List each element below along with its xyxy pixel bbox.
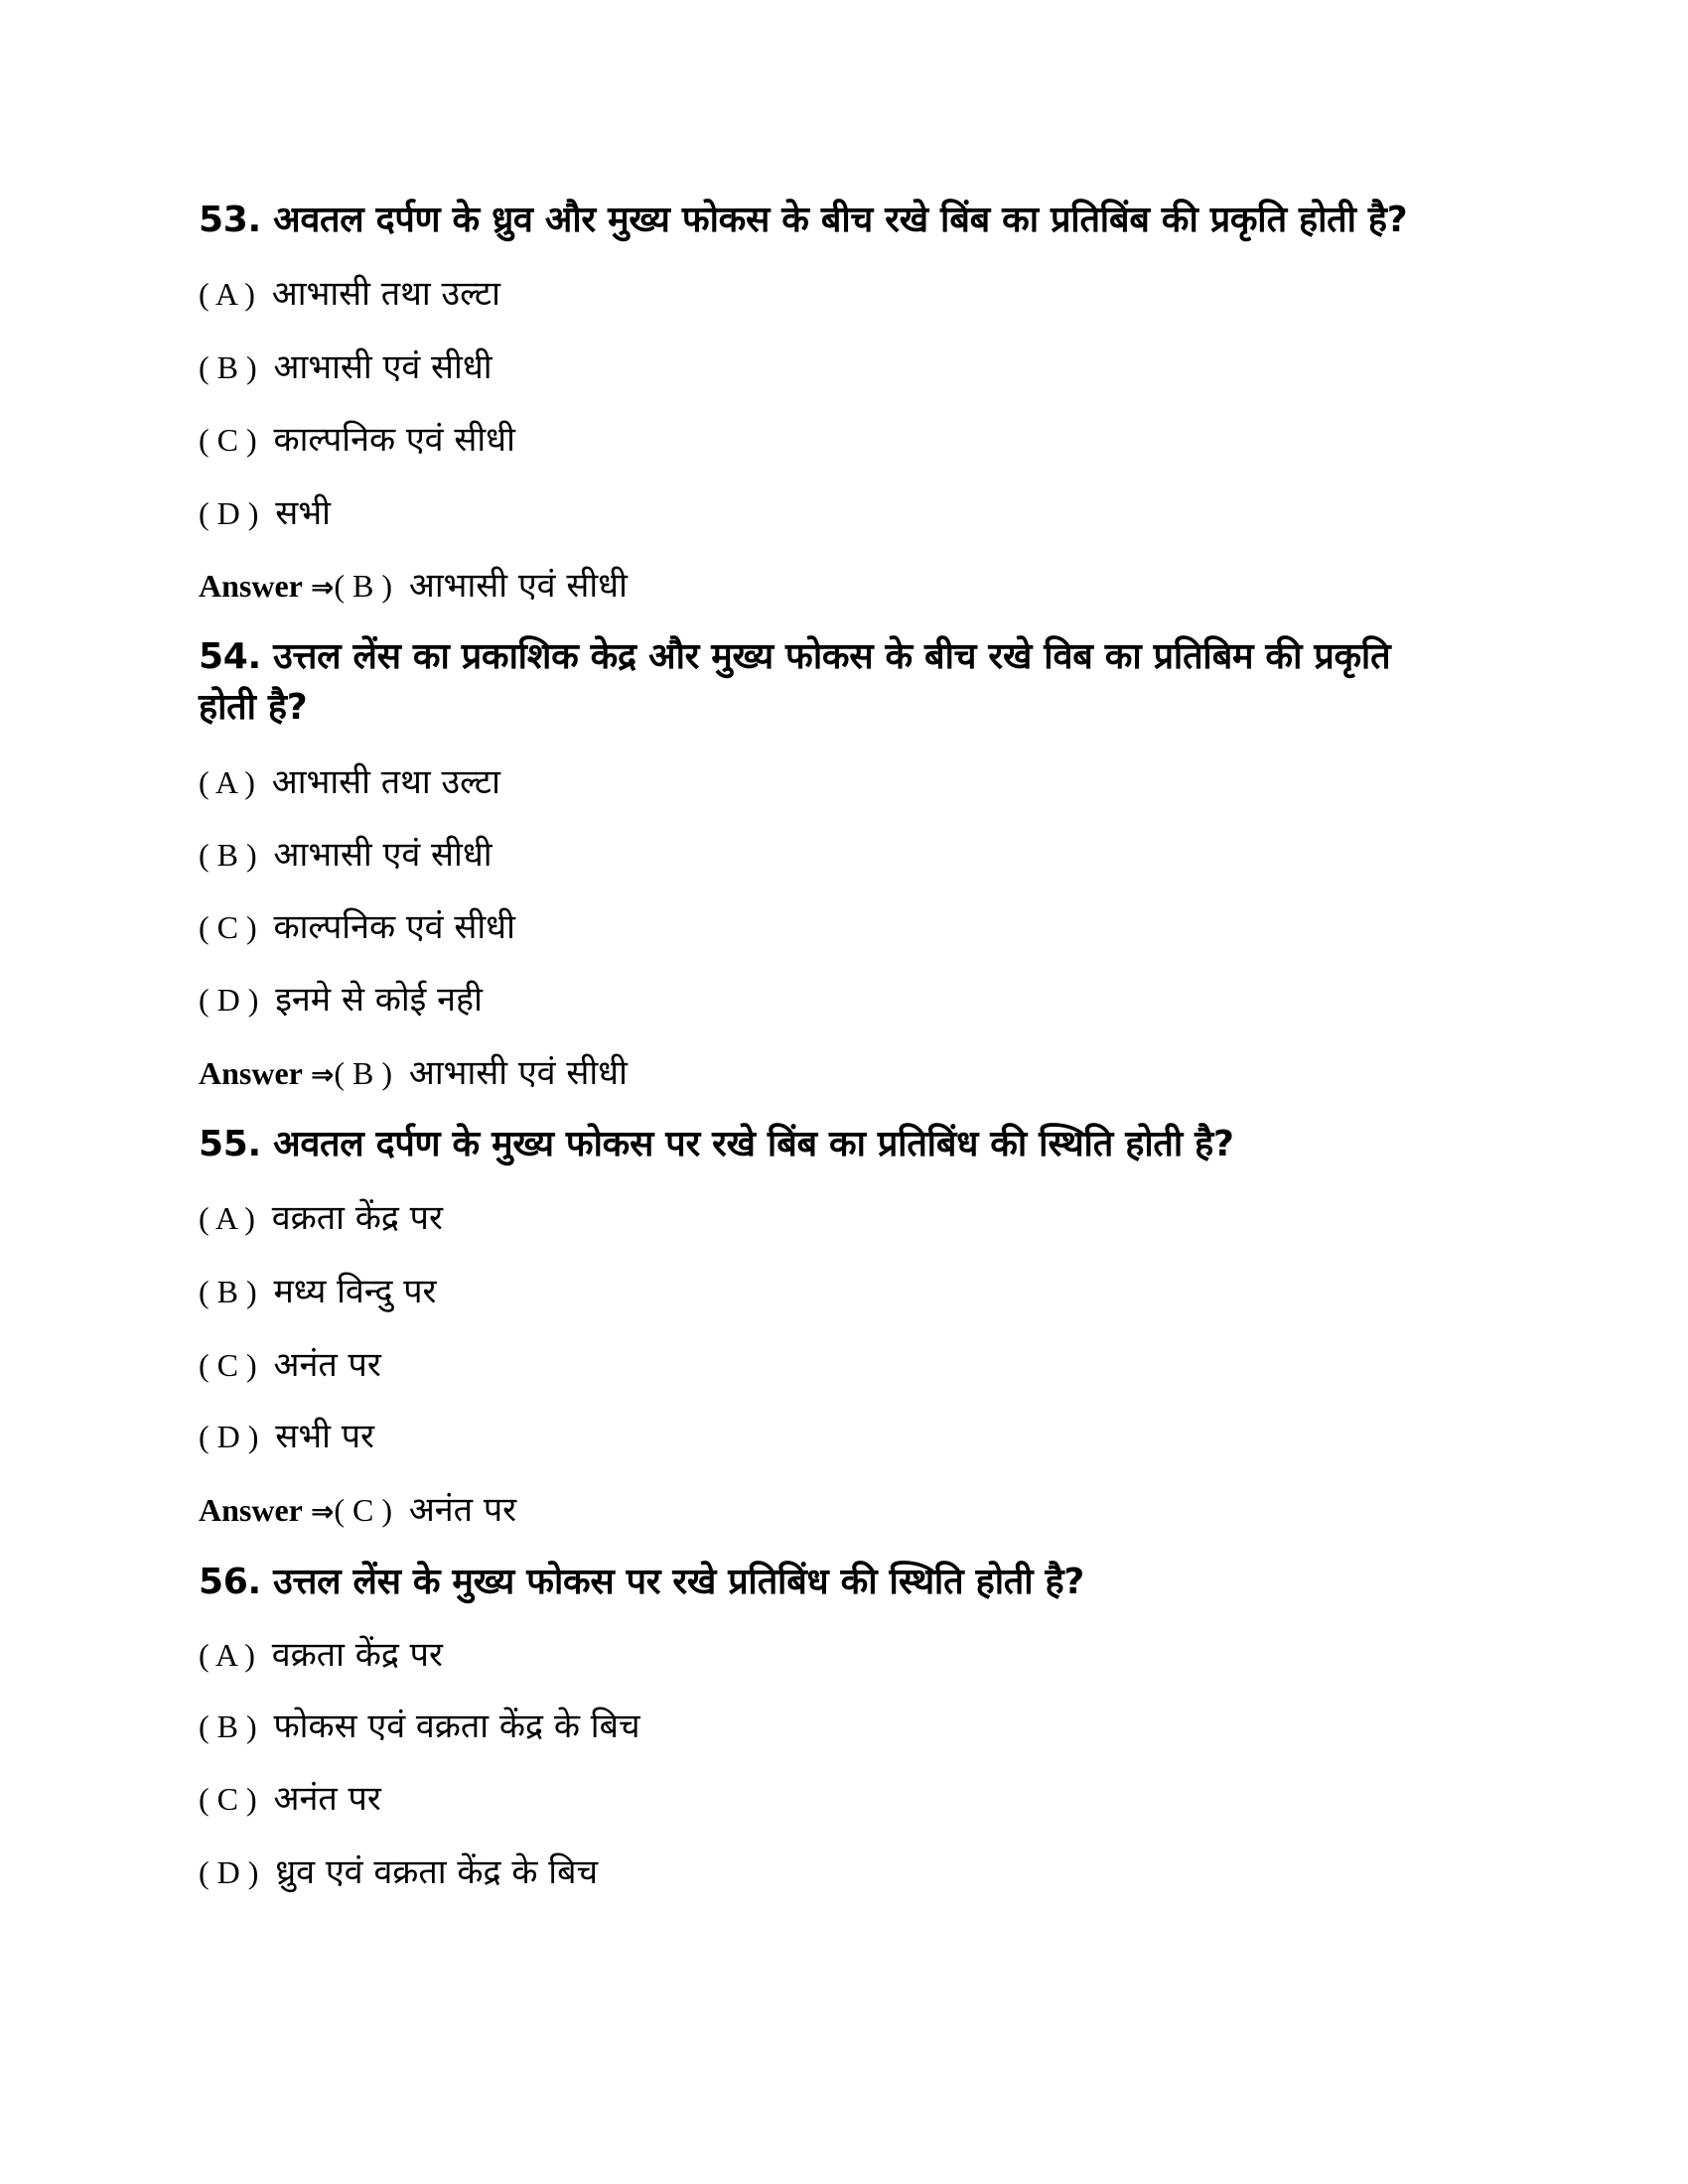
question-number: 56. xyxy=(199,1562,261,1602)
option-letter: ( D ) xyxy=(199,982,259,1018)
question-56-option-a xyxy=(199,1625,1509,1685)
option-letter: ( C ) xyxy=(199,909,257,945)
answer-letter: ( B ) xyxy=(334,1055,392,1091)
option-text: काल्पनिक एवं सीधी xyxy=(273,420,515,460)
question-number: 55. xyxy=(199,1124,261,1164)
question-text: अवतल दर्पण के मुख्य फोकस पर रखे बिंब का प्रतिबिंध की स्थिति होती है? xyxy=(273,1124,1234,1164)
question-text: अवतल दर्पण के ध्रुव और मुख्य फोकस के बीच रखे बिंब का प्रतिबिंब की प्रकृति होती है? xyxy=(273,200,1408,240)
question-number: 53. xyxy=(199,200,261,240)
option-text: अनंत पर xyxy=(273,1345,381,1385)
question-text-line2: होती है? xyxy=(199,687,308,728)
answer-label: Answer xyxy=(199,1492,303,1528)
option-text: इनमे से कोई नही xyxy=(275,980,483,1020)
question-56-option-d xyxy=(199,1843,1509,1902)
question-text-line1: उत्तल लेंस का प्रकाशिक केद्र और मुख्य फोकस के बीच रखे विब का प्रतिबिम की प्रकृति xyxy=(273,636,1391,677)
option-letter: ( A ) xyxy=(199,764,255,800)
option-text: आभासी तथा उल्टा xyxy=(271,274,500,314)
answer-text: आभासी एवं सीधी xyxy=(408,566,628,606)
option-text: सभी xyxy=(275,493,331,533)
option-letter: ( B ) xyxy=(199,837,257,873)
option-text: काल्पनिक एवं सीधी xyxy=(273,907,515,947)
question-53-option-d xyxy=(199,483,1509,543)
option-letter: ( C ) xyxy=(199,1347,257,1383)
option-text: मध्य विन्दु पर xyxy=(273,1272,437,1311)
option-letter: ( B ) xyxy=(199,349,257,385)
option-text: ध्रुव एवं वक्रता केंद्र के बिच xyxy=(275,1852,599,1892)
option-letter: ( D ) xyxy=(199,1419,259,1454)
option-letter: ( A ) xyxy=(199,276,255,312)
question-53-option-b xyxy=(199,338,1509,397)
question-53-option-a xyxy=(199,264,1509,324)
option-letter: ( D ) xyxy=(199,1854,259,1890)
answer-text: अनंत पर xyxy=(408,1490,517,1530)
option-letter: ( C ) xyxy=(199,1781,257,1817)
question-53-title xyxy=(199,191,1509,250)
question-56-option-b xyxy=(199,1697,1509,1756)
answer-label: Answer xyxy=(199,1055,303,1091)
question-54-option-c xyxy=(199,897,1509,957)
option-text: फोकस एवं वक्रता केंद्र के बिच xyxy=(273,1706,640,1746)
question-56-title xyxy=(199,1553,1509,1612)
answer-text: आभासी एवं सीधी xyxy=(408,1053,628,1093)
option-letter: ( D ) xyxy=(199,495,259,531)
answer-letter: ( C ) xyxy=(334,1492,392,1528)
option-text: सभी पर xyxy=(275,1417,374,1456)
question-55-title xyxy=(199,1115,1509,1174)
question-55-option-a xyxy=(199,1188,1509,1248)
option-letter: ( B ) xyxy=(199,1708,257,1744)
option-letter: ( A ) xyxy=(199,1200,255,1236)
question-55-option-c xyxy=(199,1335,1509,1395)
option-text: आभासी एवं सीधी xyxy=(273,347,492,387)
question-54-option-a xyxy=(199,752,1509,812)
question-text: उत्तल लेंस के मुख्य फोकस पर रखे प्रतिबिंध की स्थिति होती है? xyxy=(273,1562,1084,1602)
question-55-option-b xyxy=(199,1262,1509,1321)
question-54-option-d xyxy=(199,970,1509,1029)
question-56-option-c xyxy=(199,1769,1509,1829)
double-arrow-icon: ⇒ xyxy=(310,1058,335,1091)
question-53-answer xyxy=(199,556,1509,615)
question-number: 54. xyxy=(199,636,261,677)
option-letter: ( B ) xyxy=(199,1274,257,1309)
double-arrow-icon: ⇒ xyxy=(310,571,335,604)
question-54-title-continued xyxy=(199,678,1509,738)
question-54-answer xyxy=(199,1043,1509,1103)
option-letter: ( A ) xyxy=(199,1637,255,1673)
option-text: वक्रता केंद्र पर xyxy=(271,1198,443,1238)
answer-label: Answer xyxy=(199,568,303,604)
double-arrow-icon: ⇒ xyxy=(310,1495,335,1528)
option-text: वक्रता केंद्र पर xyxy=(271,1635,443,1675)
option-text: आभासी तथा उल्टा xyxy=(271,762,500,802)
option-text: अनंत पर xyxy=(273,1779,381,1819)
question-53-option-c xyxy=(199,410,1509,470)
answer-letter: ( B ) xyxy=(334,568,392,604)
question-54-option-b xyxy=(199,825,1509,885)
question-55-answer xyxy=(199,1480,1509,1540)
option-text: आभासी एवं सीधी xyxy=(273,835,492,875)
option-letter: ( C ) xyxy=(199,422,257,458)
question-55-option-d xyxy=(199,1407,1509,1466)
